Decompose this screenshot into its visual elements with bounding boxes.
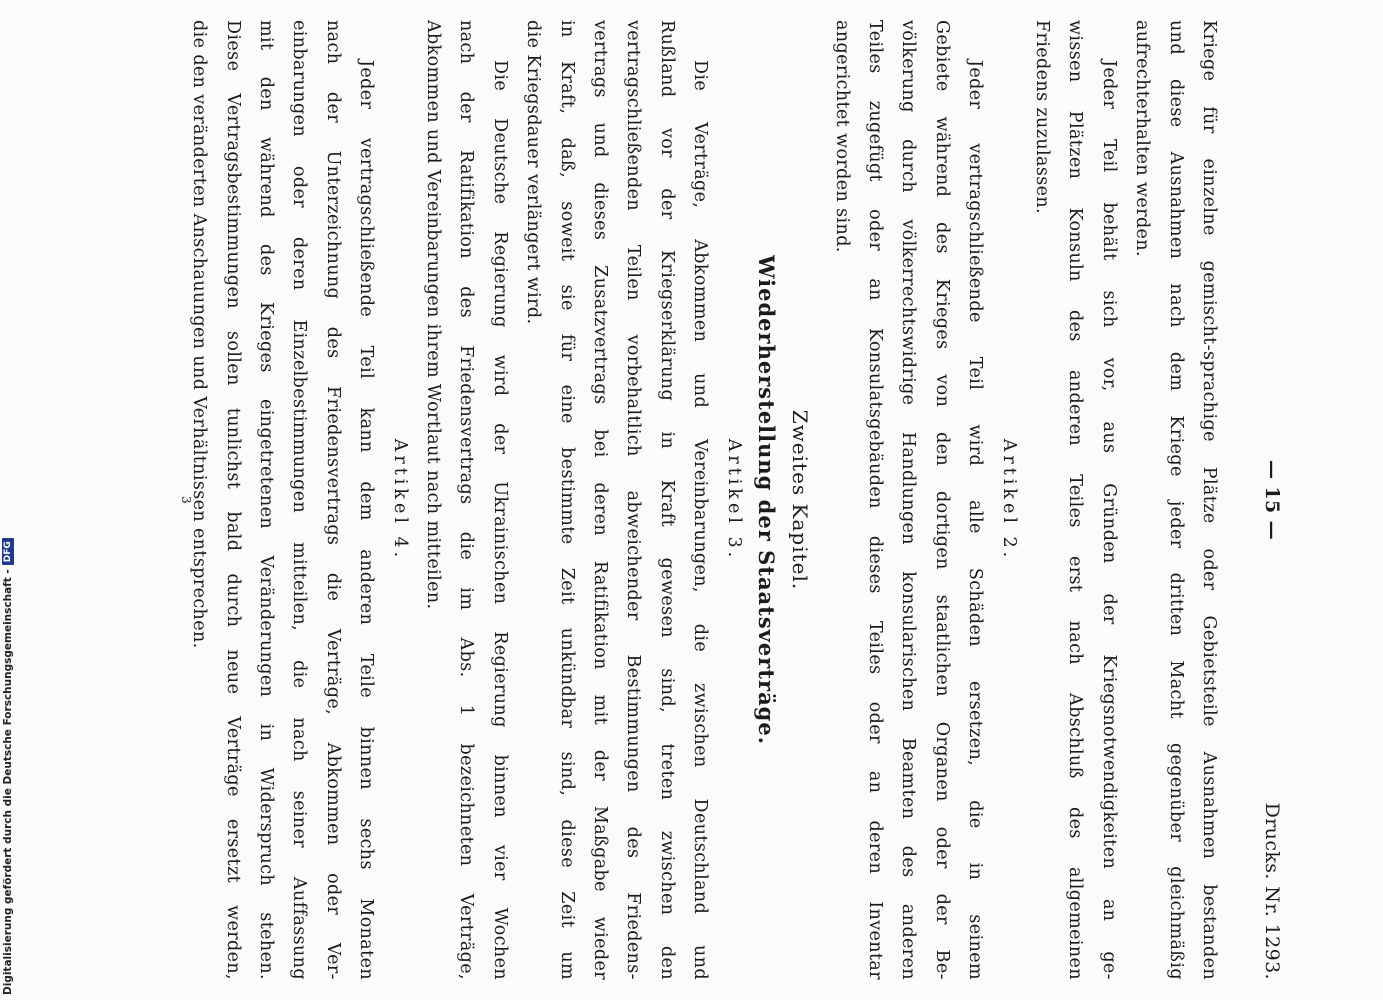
text-line: Jeder vertragschließende Teil wird alle Schäden ersetzen, die in seinem <box>965 60 986 980</box>
digitization-credit <box>2 538 14 995</box>
text-line: angerichtet worden sind. <box>831 20 852 253</box>
page-number: — 15 — <box>1261 459 1283 541</box>
dfg-logo: DFG <box>2 538 14 565</box>
page-body <box>182 20 1225 980</box>
article-2-heading: Artikel 2. <box>998 438 1019 562</box>
article-3-text <box>516 20 716 980</box>
text-line: die den veränderten Anschauungen und Verhältnissen entsprechen. <box>189 20 210 649</box>
rotated-page-content <box>153 20 1283 980</box>
text-line: Die Verträge, Abkommen und Vereinbarungen, die zwischen Deutschland und <box>690 60 711 980</box>
text-line: vertragschließenden Teilen vorbehaltlich abweichender Bestimmungen des Friedens- <box>623 20 644 980</box>
text-line: die Kriegsdauer verlängert wird. <box>523 20 544 325</box>
text-line: Jeder Teil behält sich vor, aus Gründen der Kriegsnotwendigkeiten an ge- <box>1098 60 1119 980</box>
document-reference: Drucks. Nr. 1293. <box>1261 802 1283 980</box>
text-line: völkerung durch völkerrechtswidrige Handlungen konsularischen Beamten des anderen <box>898 20 919 980</box>
chapter-title: Wiederherstellung der Staatsverträge. <box>753 254 779 746</box>
text-line: Rußland vor der Kriegserklärung in Kraft gewesen sind, treten zwischen den <box>656 20 677 980</box>
article-4-text <box>182 20 382 980</box>
text-line: Friedens zuzulassen. <box>1032 20 1053 214</box>
page-header <box>1253 20 1283 980</box>
article-3-heading: Artikel 3. <box>723 438 744 562</box>
text-line: nach der Unterzeichnung des Friedensvertrags die Verträge, Abkommen oder Ver- <box>322 20 343 980</box>
text-line: wissen Plätzen Konsuln des anderen Teiles erst nach Abschluß des allgemeinen <box>1065 20 1086 980</box>
text-line: aufrechterhalten werden. <box>1132 20 1153 257</box>
paragraph-consuls <box>1025 20 1125 980</box>
text-line: mit den während des Krieges eingetretenen Veränderungen in Widerspruch stehen. <box>256 20 277 980</box>
article-4-heading: Artikel 4. <box>389 438 410 562</box>
article-2-text <box>824 20 991 980</box>
text-line: Diese Vertragsbestimmungen sollen tunlichst bald durch neue Verträge ersetzt werden, <box>222 20 243 980</box>
text-line: Gebiete während des Krieges von den dortigen staatlichen Organen oder der Be- <box>931 20 952 980</box>
text-line: Abkommen und Vereinbarungen ihrem Wortlaut nach mitteilen. <box>423 20 444 610</box>
signature-mark: 3 <box>179 495 193 505</box>
text-line: in Kraft, daß, soweit sie für eine bestimmte Zeit unkündbar sind, diese Zeit um <box>556 20 577 980</box>
text-line: Kriege für einzelne gemischt-sprachige Plätze oder Gebietsteile Ausnahmen bestanden <box>1199 20 1219 980</box>
text-line: einbarungen oder deren Einzelbestimmungen mitteilen, die nach seiner Auffassung <box>289 20 310 980</box>
text-line: vertrags und dieses Zusatzvertrags bei deren Ratifikation mit der Maßgabe wieder <box>589 20 610 980</box>
text-line: Die Deutsche Regierung wird der Ukrainischen Regierung binnen vier Wochen <box>489 60 510 980</box>
paragraph-continuation <box>1125 20 1225 980</box>
chapter-heading: Zweites Kapitel. <box>788 409 813 591</box>
text-line: nach der Ratifikation des Friedensvertrags die im Abs. 1 bezeichneten Verträge, <box>456 20 477 980</box>
text-line: Jeder vertragschließende Teil kann dem anderen Teile binnen sechs Monaten <box>356 60 377 980</box>
article-3-second-paragraph <box>416 20 516 980</box>
text-line: und diese Ausnahmen nach dem Kriege jeder dritten Macht gegenüber gleichmäßig <box>1165 20 1186 980</box>
text-line: Teiles zugefügt oder an Konsulatsgebäuden dieses Teiles oder an deren Inventar <box>865 20 886 980</box>
credit-text: Digitalisierung gefördert durch die Deutsche Forschungsgemeinschaft - <box>2 569 14 995</box>
